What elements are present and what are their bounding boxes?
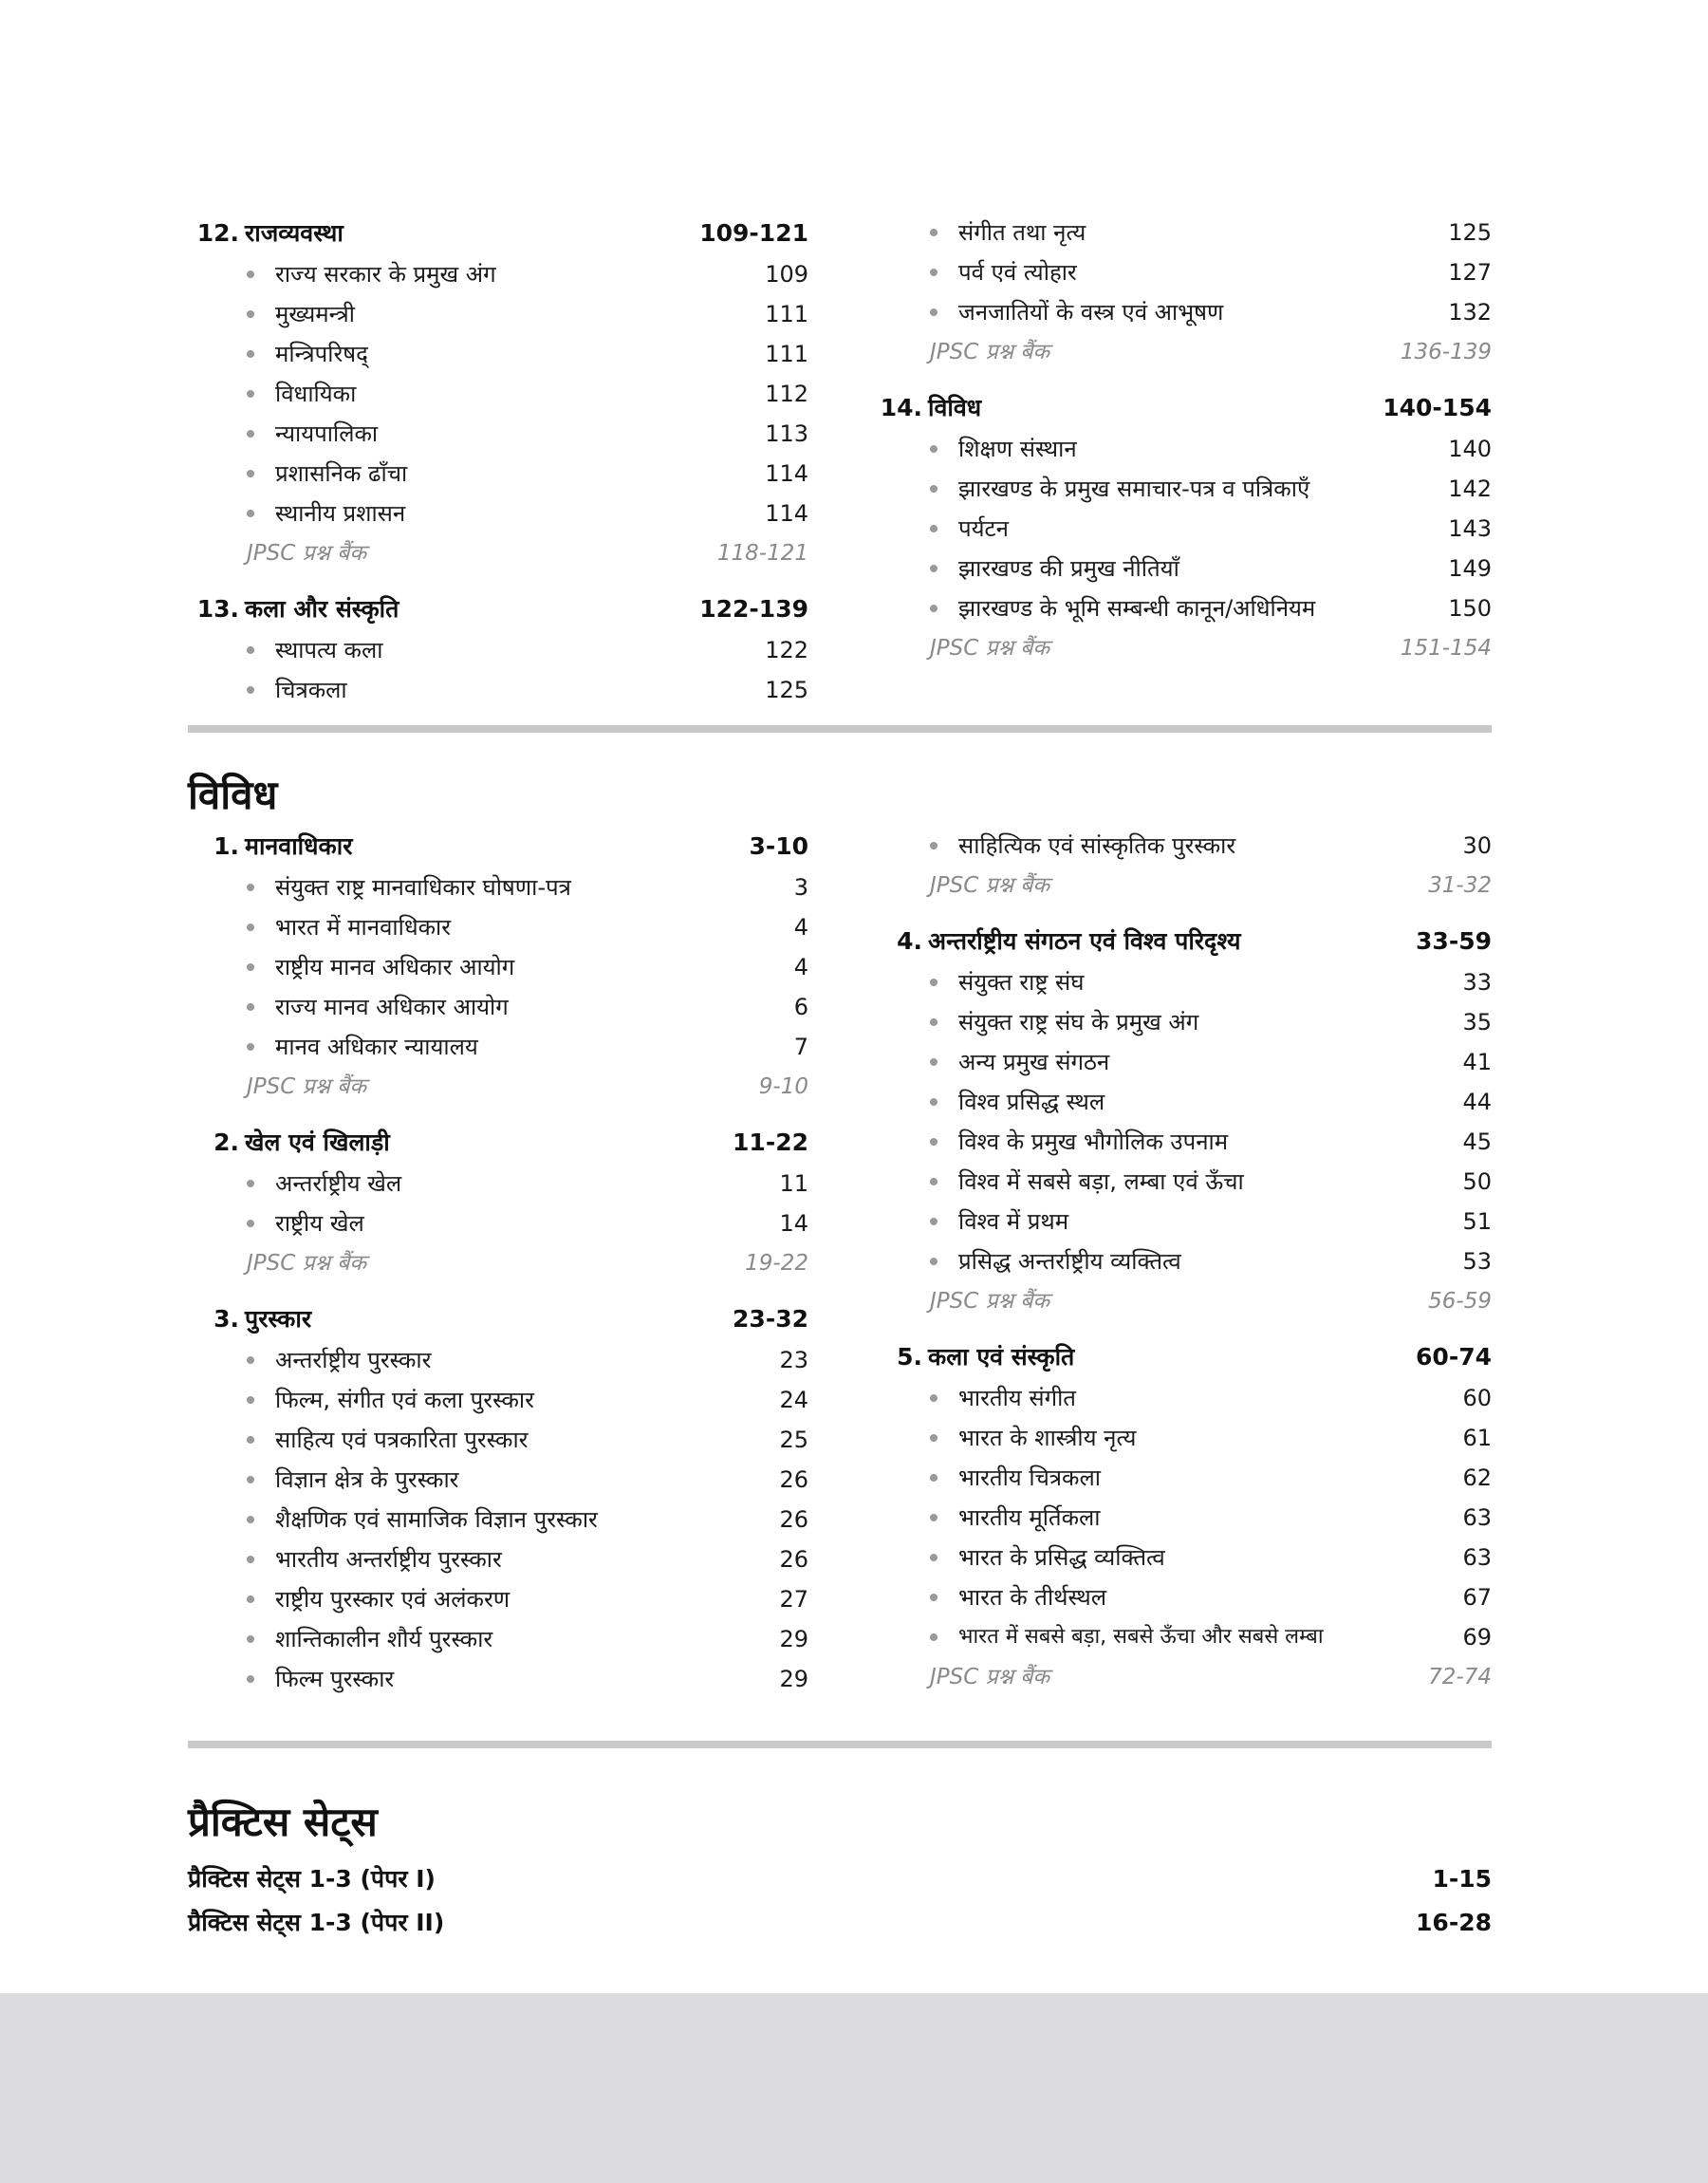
question-bank-item[interactable]: JPSC प्रश्न बैंक 151-154	[930, 636, 1492, 661]
question-bank-item[interactable]: JPSC प्रश्न बैंक 136-139	[930, 340, 1492, 364]
topic-item[interactable]: न्यायपालिका 113	[188, 414, 808, 454]
bullet-icon	[930, 308, 938, 316]
chapter-title: कला और संस्कृति	[245, 595, 399, 623]
topic-item[interactable]: भारत के प्रसिद्ध व्यक्तित्व 63	[871, 1538, 1492, 1577]
bullet-icon	[247, 350, 254, 358]
bullet-icon	[930, 1554, 938, 1561]
topic-item[interactable]: भारतीय अन्तर्राष्ट्रीय पुरस्कार 26	[188, 1539, 808, 1579]
bullet-icon	[247, 390, 254, 398]
topic-item[interactable]: संयुक्त राष्ट्र संघ के प्रमुख अंग 35	[871, 1002, 1492, 1042]
chapter-heading[interactable]: 2. खेल एवं खिलाड़ी 11-22	[188, 1122, 808, 1164]
topic-item[interactable]: विश्व प्रसिद्ध स्थल 44	[871, 1082, 1492, 1122]
bullet-icon	[247, 1003, 254, 1011]
bullet-icon	[930, 1474, 938, 1482]
bullet-icon	[930, 565, 938, 572]
topic-item[interactable]: फिल्म, संगीत एवं कला पुरस्कार 24	[188, 1380, 808, 1420]
topic-item[interactable]: साहित्यिक एवं सांस्कृतिक पुरस्कार 30	[871, 826, 1492, 866]
bullet-icon	[247, 1476, 254, 1483]
toc-column-right	[871, 826, 1492, 1697]
topic-item[interactable]: झारखण्ड के भूमि सम्बन्धी कानून/अधिनियम 150	[871, 588, 1492, 628]
bullet-icon	[247, 271, 254, 278]
section-divider	[188, 1741, 1492, 1748]
topic-item[interactable]: शैक्षणिक एवं सामाजिक विज्ञान पुरस्कार 26	[188, 1500, 808, 1539]
topic-item[interactable]: स्थानीय प्रशासन 114	[188, 494, 808, 533]
chapter-title: राजव्यवस्था	[245, 219, 343, 247]
toc-column-left	[188, 213, 808, 710]
question-bank-item[interactable]: JPSC प्रश्न बैंक 72-74	[930, 1665, 1492, 1689]
chapter-title: खेल एवं खिलाड़ी	[245, 1129, 390, 1156]
topic-item[interactable]: मुख्यमन्त्री 111	[188, 294, 808, 334]
chapter-pages: 140-154	[1383, 394, 1492, 421]
topic-item[interactable]: शान्तिकालीन शौर्य पुरस्कार 29	[188, 1619, 808, 1659]
chapter-title: कला एवं संस्कृति	[928, 1343, 1075, 1371]
chapter-pages: 122-139	[699, 595, 808, 623]
topic-item[interactable]: प्रसिद्ध अन्तर्राष्ट्रीय व्यक्तित्व 53	[871, 1241, 1492, 1281]
practice-set-label: प्रैक्टिस सेट्स 1-3 (पेपर II)	[188, 1909, 445, 1936]
toc-vividh-block	[188, 826, 1492, 1737]
toc-column-left	[188, 826, 808, 1699]
chapter-heading[interactable]: 13. कला और संस्कृति 122-139	[188, 588, 808, 630]
question-bank-item[interactable]: JPSC प्रश्न बैंक 56-59	[930, 1289, 1492, 1314]
topic-item[interactable]: अन्य प्रमुख संगठन 41	[871, 1042, 1492, 1082]
bullet-icon	[247, 686, 254, 694]
topic-item[interactable]: मन्त्रिपरिषद् 111	[188, 334, 808, 374]
bullet-icon	[247, 1220, 254, 1227]
topic-item[interactable]: भारत के शास्त्रीय नृत्य 61	[871, 1418, 1492, 1458]
topic-item[interactable]: राष्ट्रीय खेल 14	[188, 1203, 808, 1243]
topic-item[interactable]: फिल्म पुरस्कार 29	[188, 1659, 808, 1699]
toc-top-block	[188, 213, 1492, 716]
viewer-background	[0, 1993, 1708, 2183]
topic-item[interactable]: प्रशासनिक ढाँचा 114	[188, 454, 808, 494]
topic-item[interactable]: विश्व में सबसे बड़ा, लम्बा एवं ऊँचा 50	[871, 1162, 1492, 1202]
question-bank-item[interactable]: JPSC प्रश्न बैंक 31-32	[930, 873, 1492, 898]
bullet-icon	[930, 979, 938, 986]
topic-item[interactable]: भारतीय चित्रकला 62	[871, 1458, 1492, 1498]
chapter-title: अन्तर्राष्ट्रीय संगठन एवं विश्व परिदृश्य	[928, 927, 1241, 955]
topic-item[interactable]: चित्रकला 125	[188, 670, 808, 710]
bullet-icon	[930, 1434, 938, 1442]
topic-item[interactable]: संयुक्त राष्ट्र संघ 33	[871, 962, 1492, 1002]
topic-item[interactable]: शिक्षण संस्थान 140	[871, 429, 1492, 469]
chapter-heading[interactable]: 5. कला एवं संस्कृति 60-74	[871, 1336, 1492, 1378]
bullet-icon	[247, 963, 254, 971]
topic-item[interactable]: पर्यटन 143	[871, 509, 1492, 549]
bullet-icon	[247, 884, 254, 891]
bullet-icon	[930, 485, 938, 493]
topic-item[interactable]: भारतीय मूर्तिकला 63	[871, 1498, 1492, 1538]
topic-item[interactable]: साहित्य एवं पत्रकारिता पुरस्कार 25	[188, 1420, 808, 1460]
chapter-heading[interactable]: 1. मानवाधिकार 3-10	[188, 826, 808, 868]
chapter-pages: 33-59	[1416, 927, 1492, 955]
bullet-icon	[930, 1218, 938, 1225]
bullet-icon	[247, 924, 254, 931]
bullet-icon	[247, 1516, 254, 1523]
question-bank-item[interactable]: JPSC प्रश्न बैंक 19-22	[247, 1251, 808, 1276]
topic-item[interactable]: विज्ञान क्षेत्र के पुरस्कार 26	[188, 1460, 808, 1500]
bullet-icon	[930, 269, 938, 276]
bullet-icon	[930, 1098, 938, 1106]
topic-item[interactable]: भारतीय संगीत 60	[871, 1378, 1492, 1418]
topic-item[interactable]: संगीत तथा नृत्य 125	[871, 213, 1492, 252]
chapter-pages: 3-10	[749, 832, 808, 860]
topic-item[interactable]: अन्तर्राष्ट्रीय खेल 11	[188, 1164, 808, 1203]
topic-item[interactable]: राष्ट्रीय मानव अधिकार आयोग 4	[188, 947, 808, 987]
chapter-heading[interactable]: 14. विविध 140-154	[871, 387, 1492, 429]
bullet-icon	[930, 229, 938, 236]
practice-set-pages: 1-15	[1432, 1865, 1492, 1893]
topic-item[interactable]: झारखण्ड की प्रमुख नीतियाँ 149	[871, 549, 1492, 588]
question-bank-item[interactable]: JPSC प्रश्न बैंक 9-10	[247, 1074, 808, 1099]
topic-item[interactable]: राज्य मानव अधिकार आयोग 6	[188, 987, 808, 1027]
bullet-icon	[247, 646, 254, 654]
bullet-icon	[930, 1138, 938, 1146]
bullet-icon	[247, 510, 254, 517]
question-bank-item[interactable]: JPSC प्रश्न बैंक 118-121	[247, 541, 808, 566]
chapter-title: मानवाधिकार	[245, 832, 353, 860]
topic-item[interactable]: राष्ट्रीय पुरस्कार एवं अलंकरण 27	[188, 1579, 808, 1619]
bullet-icon	[247, 1595, 254, 1603]
topic-item[interactable]: भारत में मानवाधिकार 4	[188, 907, 808, 947]
chapter-title: पुरस्कार	[245, 1305, 312, 1333]
bullet-icon	[247, 310, 254, 318]
chapter-pages: 109-121	[699, 219, 808, 247]
toc-column-right	[871, 213, 1492, 668]
topic-item[interactable]: विधायिका 112	[188, 374, 808, 414]
bullet-icon	[247, 1356, 254, 1364]
chapter-pages: 11-22	[733, 1129, 808, 1156]
topic-item[interactable]: अन्तर्राष्ट्रीय पुरस्कार 23	[188, 1340, 808, 1380]
topic-item[interactable]: भारत के तीर्थस्थल 67	[871, 1577, 1492, 1617]
topic-item[interactable]: भारत में सबसे बड़ा, सबसे ऊँचा और सबसे लम्बा 69	[871, 1617, 1492, 1657]
bullet-icon	[247, 1180, 254, 1187]
chapter-heading[interactable]: 12. राजव्यवस्था 109-121	[188, 213, 808, 254]
section-title: विविध	[188, 772, 278, 818]
bullet-icon	[247, 1436, 254, 1444]
topic-item[interactable]: संयुक्त राष्ट्र मानवाधिकार घोषणा-पत्र 3	[188, 868, 808, 907]
bullet-icon	[930, 605, 938, 612]
bullet-icon	[930, 1018, 938, 1026]
chapter-title: विविध	[928, 394, 982, 421]
practice-set-row[interactable]	[188, 1902, 1492, 1944]
section-title: प्रैक्टिस सेट्स	[188, 1799, 378, 1845]
topic-item[interactable]: विश्व के प्रमुख भौगोलिक उपनाम 45	[871, 1122, 1492, 1162]
topic-item[interactable]: मानव अधिकार न्यायालय 7	[188, 1027, 808, 1067]
topic-item[interactable]: पर्व एवं त्योहार 127	[871, 252, 1492, 292]
chapter-pages: 60-74	[1416, 1343, 1492, 1371]
topic-item[interactable]: जनजातियों के वस्त्र एवं आभूषण 132	[871, 292, 1492, 332]
section-divider	[188, 725, 1492, 733]
topic-item[interactable]: विश्व में प्रथम 51	[871, 1202, 1492, 1241]
bullet-icon	[930, 525, 938, 532]
practice-set-label: प्रैक्टिस सेट्स 1-3 (पेपर I)	[188, 1865, 436, 1893]
bullet-icon	[247, 1556, 254, 1563]
bullet-icon	[247, 1675, 254, 1683]
bullet-icon	[247, 470, 254, 477]
chapter-heading[interactable]: 3. पुरस्कार 23-32	[188, 1298, 808, 1340]
bullet-icon	[930, 1258, 938, 1265]
bullet-icon	[247, 1396, 254, 1404]
bullet-icon	[930, 1594, 938, 1601]
bullet-icon	[930, 1633, 938, 1641]
chapter-heading[interactable]: 4. अन्तर्राष्ट्रीय संगठन एवं विश्व परिदृश्य 33-59	[871, 921, 1492, 962]
practice-set-pages: 16-28	[1416, 1909, 1492, 1936]
bullet-icon	[930, 1178, 938, 1185]
bullet-icon	[247, 1635, 254, 1643]
bullet-icon	[930, 1394, 938, 1402]
bullet-icon	[247, 430, 254, 438]
bullet-icon	[930, 1514, 938, 1521]
topic-item[interactable]: झारखण्ड के प्रमुख समाचार-पत्र व पत्रिकाएँ 142	[871, 469, 1492, 509]
practice-set-row[interactable]	[188, 1858, 1492, 1900]
bullet-icon	[930, 842, 938, 849]
bullet-icon	[247, 1043, 254, 1051]
topic-item[interactable]: राज्य सरकार के प्रमुख अंग 109	[188, 254, 808, 294]
bullet-icon	[930, 445, 938, 453]
topic-item[interactable]: स्थापत्य कला 122	[188, 630, 808, 670]
chapter-pages: 23-32	[733, 1305, 808, 1333]
bullet-icon	[930, 1058, 938, 1066]
